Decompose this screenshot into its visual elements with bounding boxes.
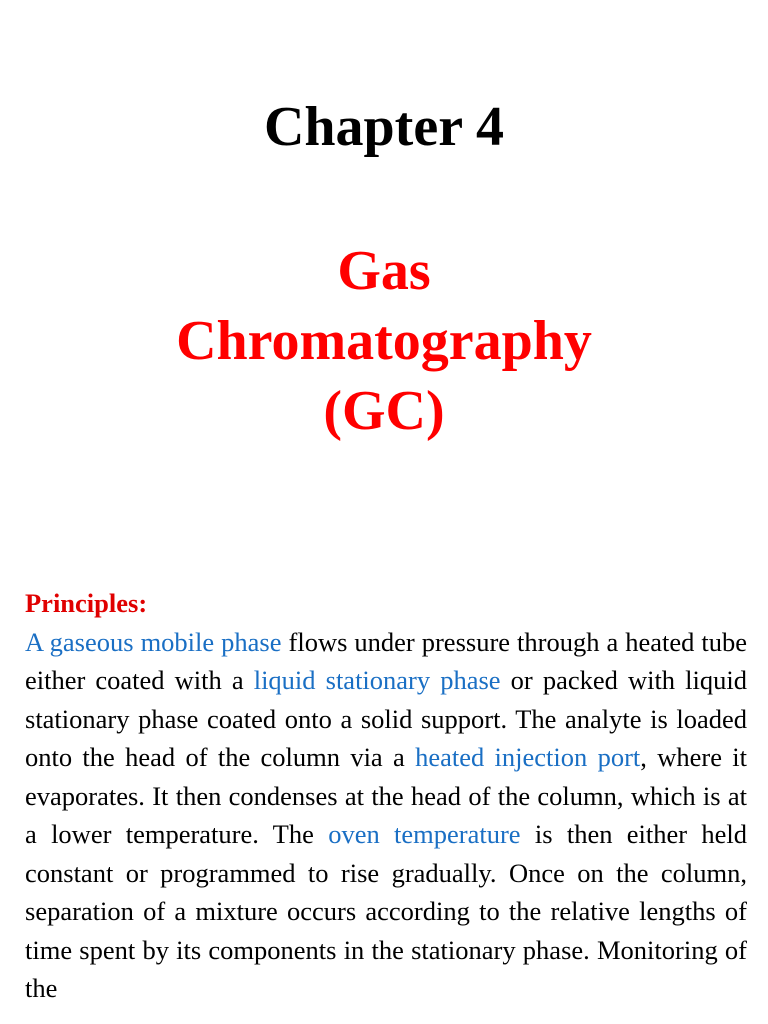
paragraph-text: flows under pressure through a heated tube either coated with a xyxy=(25,626,747,695)
title-line: (GC) xyxy=(323,380,445,442)
term-liquid-stationary-phase: liquid stationary phase xyxy=(253,665,501,695)
term-heated-injection-port: heated injection port xyxy=(415,742,641,772)
document-title xyxy=(0,236,768,446)
term-gaseous-mobile-phase: A gaseous mobile phase xyxy=(25,626,282,657)
principles-section xyxy=(25,584,747,1008)
paragraph-text: , where it evaporates. It then condenses at the head of the column, which is at a lower temperature. The xyxy=(25,742,747,849)
title-line: Chromatography xyxy=(176,310,592,372)
principles-paragraph xyxy=(25,623,747,1008)
term-oven-temperature: oven temperature xyxy=(328,819,521,849)
paragraph-text: is then either held constant or programmed to rise gradually. Once on the column, separation of a mixture occurs according to the relative lengths of time spent by its components in the stationary phase. Monitoring of the xyxy=(25,819,748,1003)
section-heading: Principles: xyxy=(25,588,148,618)
chapter-label: Chapter 4 xyxy=(263,96,505,158)
paragraph-text: or packed with liquid stationary phase coated onto a solid support. The analyte is loaded onto the head of the column via a xyxy=(25,665,747,772)
title-line: Gas xyxy=(337,240,431,302)
